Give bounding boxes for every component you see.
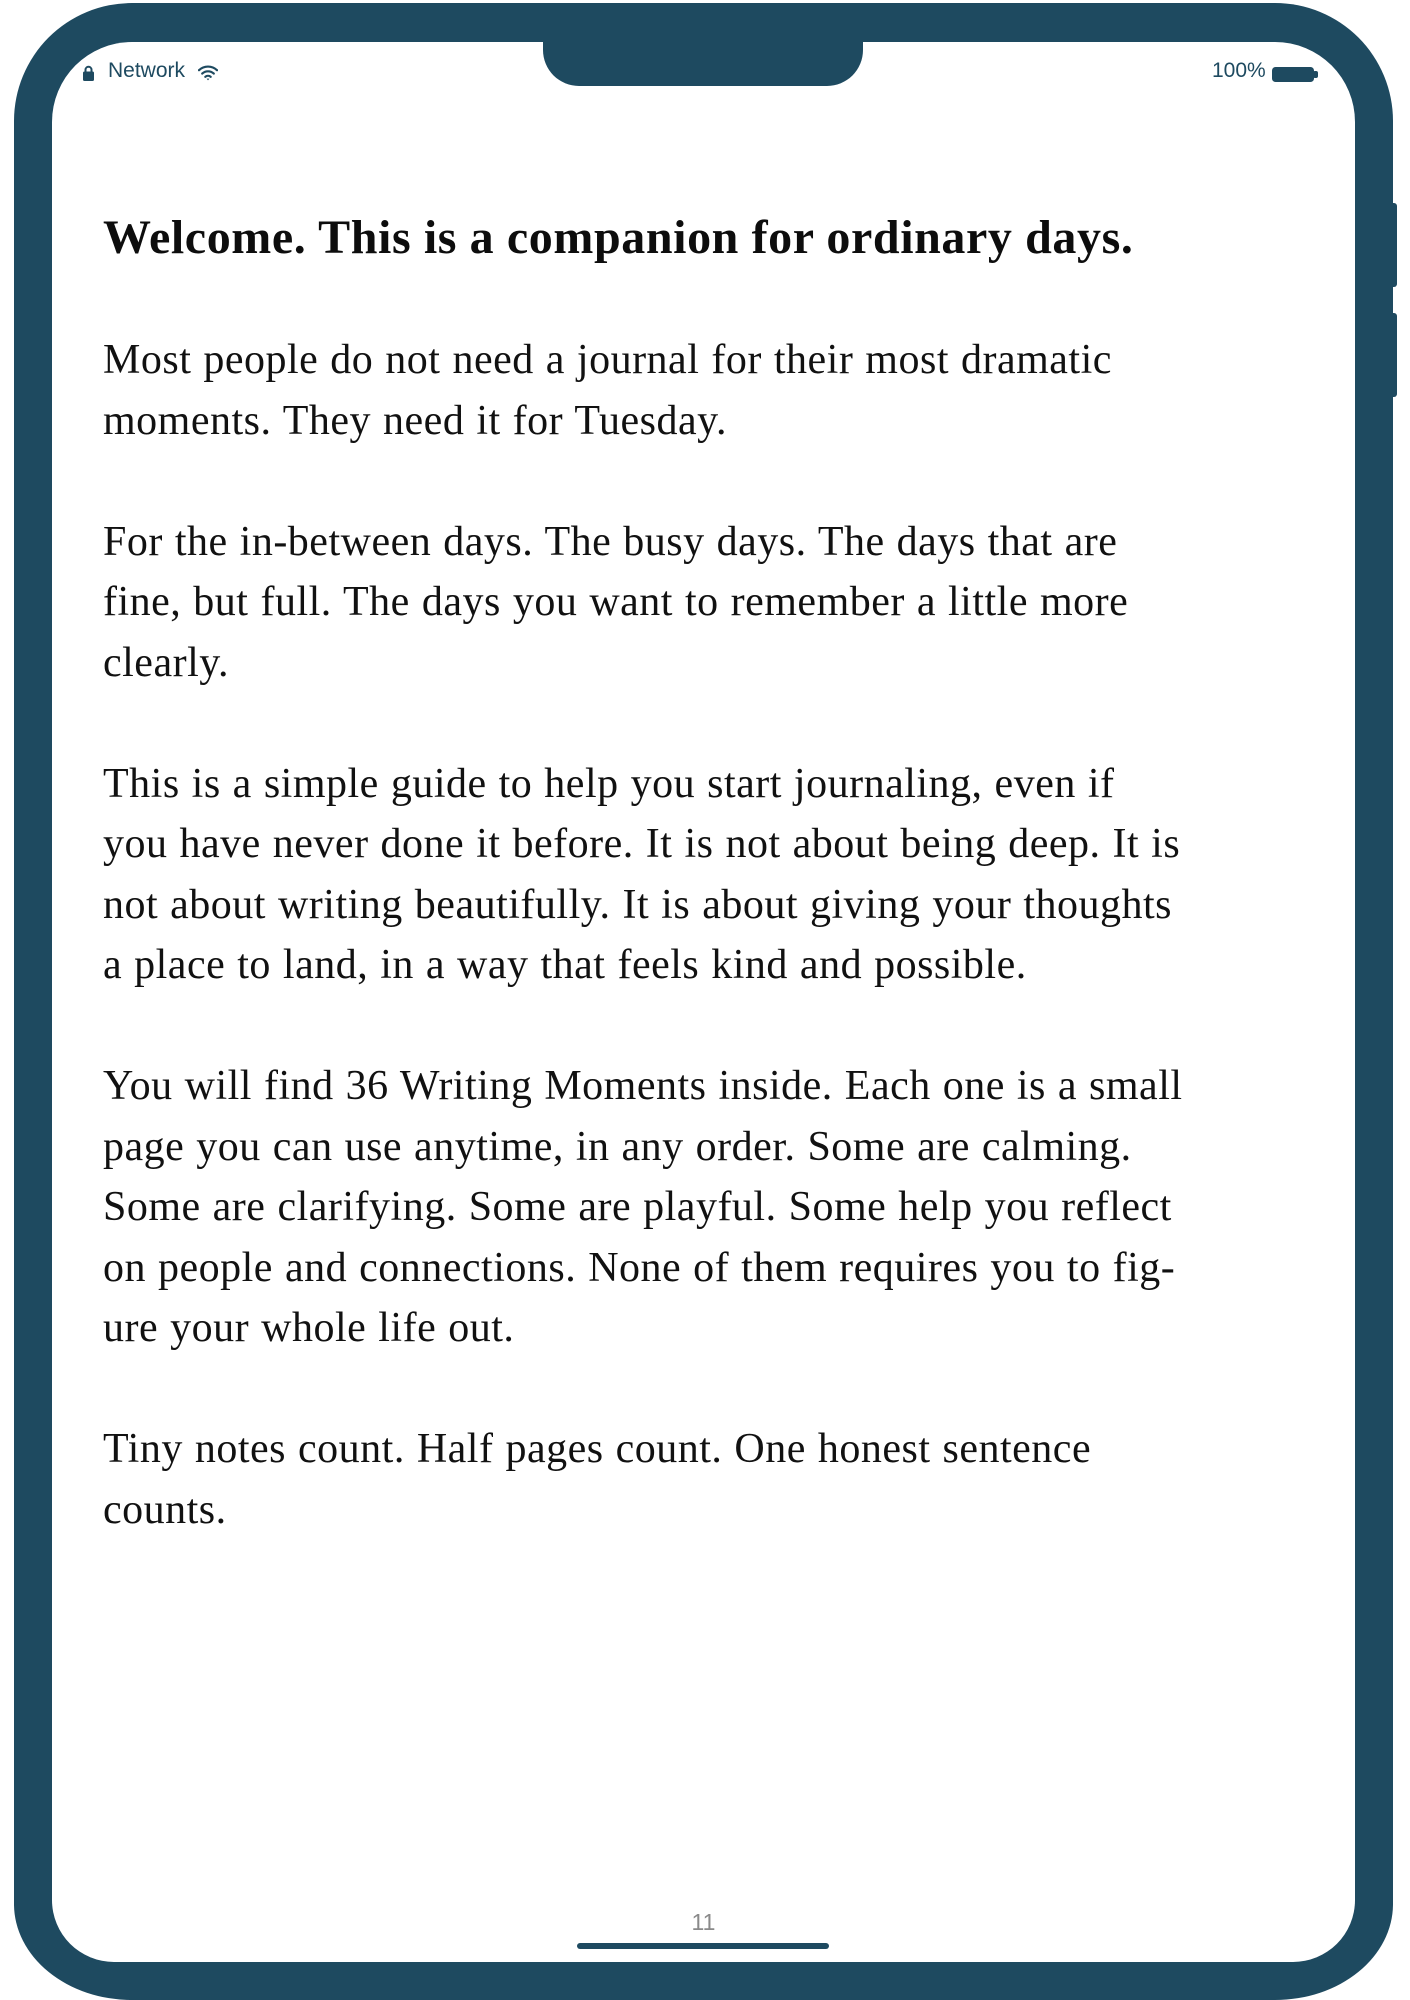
- text-line: Some are clarifying. Some are playful. Some help you reflect: [103, 1184, 1172, 1230]
- text-line: clearly.: [103, 639, 230, 686]
- screen: [52, 42, 1355, 1962]
- body-text: [103, 330, 1323, 1601]
- text-line: not about writing beautifully. It is about giving your thoughts: [103, 881, 1173, 928]
- volume-up-button: [1388, 203, 1397, 287]
- text-line: counts.: [103, 1486, 227, 1533]
- network-label: Network: [108, 59, 186, 82]
- text-line: a place to land, in a way that feels kind and possible.: [103, 942, 1027, 988]
- home-indicator[interactable]: [577, 1943, 829, 1949]
- text-line: page you can use anytime, in any order. Some are calming.: [103, 1123, 1132, 1170]
- text-line: You will find 36 Writing Moments inside. Each one is a small: [103, 1063, 1183, 1109]
- text-line: on people and connections. None of them requires you to fig-: [103, 1244, 1176, 1291]
- battery-percent: 100%: [1212, 59, 1266, 82]
- text-line: Tiny notes count. Half pages count. One honest sentence: [103, 1426, 1092, 1472]
- text-line: moments. They need it for Tuesday.: [103, 397, 727, 444]
- wifi-icon: [198, 63, 218, 79]
- paragraph-writing-moments: [103, 1056, 1323, 1359]
- page-number: 11: [691, 1909, 716, 1935]
- lock-icon: [83, 63, 94, 79]
- paragraph-tiny-notes: [103, 1419, 1323, 1540]
- text-line: Most people do not need a journal for their most dramatic: [103, 337, 1112, 383]
- text-line: ure your whole life out.: [103, 1305, 515, 1351]
- page-title: Welcome. This is a companion for ordinary days.: [103, 211, 1134, 264]
- battery-full-icon: [1272, 64, 1318, 79]
- status-right: [1212, 59, 1318, 83]
- status-bar: [52, 42, 1355, 102]
- text-line: This is a simple guide to help you start journaling, even if: [103, 760, 1115, 807]
- text-line: fine, but full. The days you want to remember a little more: [103, 579, 1129, 625]
- text-line: you have never done it before. It is not about being deep. It is: [103, 821, 1181, 867]
- text-line: For the in-between days. The busy days. The days that are: [103, 518, 1118, 565]
- volume-down-button: [1388, 313, 1397, 397]
- paragraph-intro: [103, 330, 1323, 451]
- status-left: [83, 59, 218, 83]
- paragraph-in-between-days: [103, 512, 1323, 694]
- paragraph-simple-guide: [103, 754, 1323, 996]
